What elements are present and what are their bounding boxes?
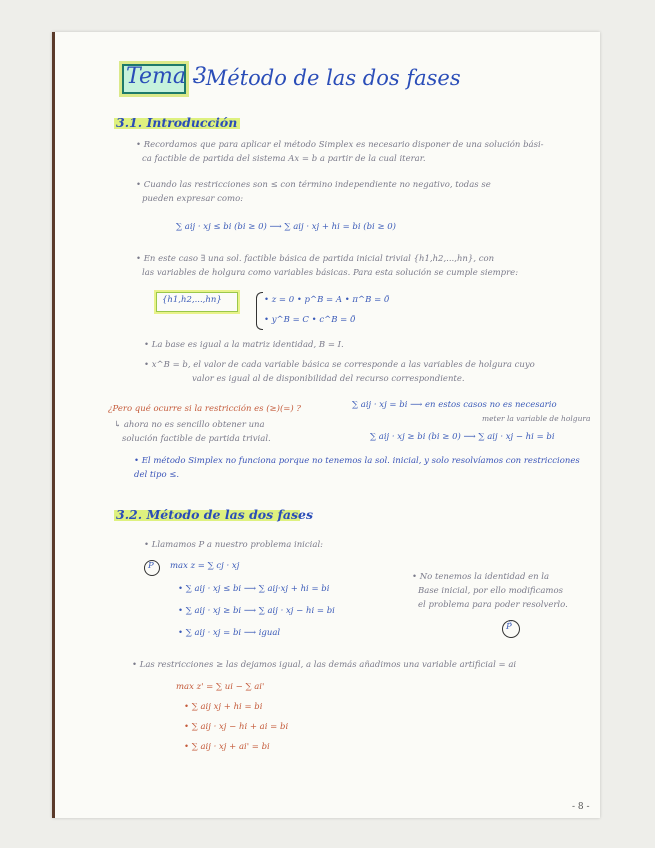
- problem-p-label: P: [148, 561, 154, 571]
- page-number: - 8 -: [572, 802, 590, 812]
- objective-function: max z = ∑ cj · xj: [170, 561, 240, 571]
- question-ge-eq: ∑ aij · xj ≥ bi (bi ≥ 0) ⟶ ∑ aij · xj − hi = bi: [370, 432, 555, 442]
- side-note-c: el problema para poder resolverlo.: [418, 600, 568, 610]
- artificial-constraint-1: • ∑ aij xj + hi = bi: [184, 702, 263, 712]
- question-answer-a: ↳ ahora no es sencillo obtener una: [114, 420, 265, 430]
- notebook-page: [52, 32, 600, 818]
- artificial-variable-note: • Las restricciones ≥ las dejamos igual, a las demás añadimos una variable artificial = ai: [132, 660, 517, 670]
- intro-paragraph-1b: ca factible de partida del sistema Ax = b a partir de la cual iterar.: [142, 154, 426, 164]
- intro-paragraph-3b: las variables de holgura como variables básicas. Para esta solución se cumple siempre:: [142, 268, 519, 278]
- question-answer-b: solución factible de partida trivial.: [122, 434, 271, 444]
- question-equality-eq: ∑ aij · xj = bi ⟶ en estos casos no es necesario: [352, 400, 557, 410]
- intro-paragraph-2a: • Cuando las restricciones son ≤ con término independiente no negativo, todas se: [136, 180, 491, 190]
- bullet-base-identity: • La base es igual a la matriz identidad, B = I.: [144, 340, 344, 350]
- intro-paragraph-3a: • En este caso ∃ una sol. factible básica de partida inicial trivial {h1,h2,...,hn}, con: [136, 254, 495, 264]
- system-brace: [256, 292, 263, 330]
- system-line-2: • y^B = C • c^B = 0̄: [264, 315, 356, 325]
- question-constraints: ¿Pero qué ocurre si la restricción es (≥)(=) ?: [108, 404, 301, 414]
- bullet-basic-values-a: • x^B = b, el valor de cada variable básica se corresponde a las variables de holgura cuyo: [144, 360, 535, 370]
- section-heading-intro: 3.1. Introducción: [116, 115, 238, 130]
- question-equality-note: meter la variable de holgura: [482, 414, 591, 423]
- system-line-1: • z = 0 • p^B = A • π^B = 0̄: [264, 295, 390, 305]
- constraint-eq: • ∑ aij · xj = bi ⟶ igual: [178, 628, 281, 638]
- section-heading-two-phase: 3.2. Método de las dos fases: [116, 507, 314, 522]
- two-phase-intro: • Llamamos P a nuestro problema inicial:: [144, 540, 324, 550]
- intro-paragraph-2b: pueden expresar como:: [142, 194, 244, 204]
- side-note-a: • No tenemos la identidad en la: [412, 572, 550, 582]
- constraint-le: • ∑ aij · xj ≤ bi ⟶ ∑ aij·xj + hi = bi: [178, 584, 330, 594]
- bullet-basic-values-b: valor es igual al de disponibilidad del recurso correspondiente.: [192, 374, 465, 384]
- intro-paragraph-1a: • Recordamos que para aplicar el método Simplex es necesario disponer de una solución bási-: [136, 140, 544, 150]
- basis-set: {h1,h2,...,hn}: [162, 295, 222, 305]
- side-note-b: Base inicial, por ello modificamos: [418, 586, 563, 596]
- simplex-fails-note-a: • El método Simplex no funciona porque no tenemos la sol. inicial, y solo resolvíamos con restricciones: [134, 456, 580, 466]
- artificial-constraint-2: • ∑ aij · xj − hi + ai = bi: [184, 722, 289, 732]
- chapter-title: Tema 3: [126, 64, 207, 89]
- equation-slack: ∑ aij · xj ≤ bi (bi ≥ 0) ⟶ ∑ aij · xj + hi = bi (bi ≥ 0): [176, 222, 396, 232]
- simplex-fails-note-b: del tipo ≤.: [134, 470, 180, 480]
- artificial-constraint-3: • ∑ aij · xj + ai' = bi: [184, 742, 270, 752]
- artificial-objective: max z' = ∑ ui − ∑ ai': [176, 682, 265, 692]
- chapter-subtitle: - Método de las dos fases: [192, 66, 461, 90]
- constraint-ge: • ∑ aij · xj ≥ bi ⟶ ∑ aij · xj − hi = bi: [178, 606, 335, 616]
- page-binding-edge: [52, 32, 55, 818]
- problem-p-tilde-label: P̃: [506, 622, 512, 632]
